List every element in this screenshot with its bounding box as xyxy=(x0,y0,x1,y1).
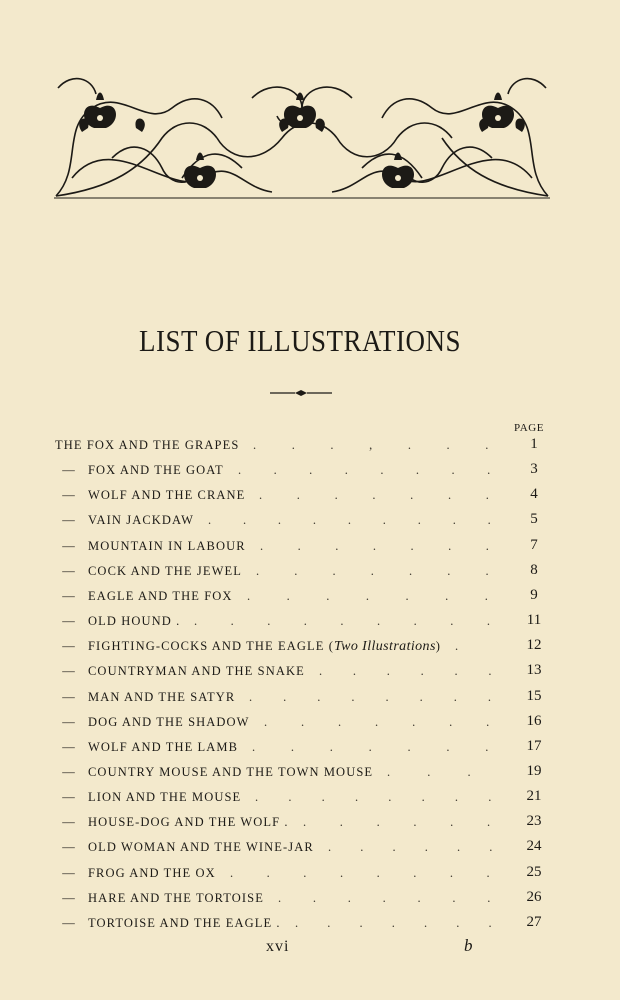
illustration-title-text: FIGHTING-COCKS AND THE EAGLE ( xyxy=(88,639,334,654)
signature-mark: b xyxy=(464,936,473,955)
illustration-title xyxy=(88,639,441,655)
illustration-title: WOLF AND THE CRANE xyxy=(88,488,246,503)
leader-dots: . . . . . . xyxy=(303,815,506,830)
leader-dots: . . . . . . . xyxy=(278,890,505,905)
leader-dots: . . . . . . . . xyxy=(249,689,505,704)
leader-dots: . . . . . . . . . xyxy=(194,614,506,629)
page-reference: 19 xyxy=(526,762,542,779)
illustration-title: EAGLE AND THE FOX xyxy=(88,588,233,603)
page-reference: 9 xyxy=(530,586,538,603)
list-item xyxy=(0,585,620,607)
page-reference: 24 xyxy=(526,838,542,855)
leader-dots: . . . . . . . xyxy=(295,915,505,930)
leader-dots: . . . . . . . xyxy=(259,488,505,503)
page-reference: 25 xyxy=(526,863,542,880)
page-reference: 11 xyxy=(526,612,542,629)
dash-diamond-dash-icon xyxy=(270,386,332,398)
page-reference: 3 xyxy=(530,461,538,478)
page-reference: 12 xyxy=(526,637,542,654)
leader-dots: . . . . . . xyxy=(319,664,506,679)
list-item xyxy=(0,711,620,733)
leader-dots: . . . . . . . . xyxy=(230,865,505,880)
leader-dots: . . . . . . . xyxy=(256,563,505,578)
illustration-title: OLD HOUND . xyxy=(88,614,181,629)
leader-dots: . . . . . . . . xyxy=(238,463,505,478)
page-reference: 15 xyxy=(526,687,542,704)
illustration-title: FOX AND THE GOAT xyxy=(88,463,224,478)
list-item xyxy=(0,509,620,531)
ditto-dash: — xyxy=(62,865,76,880)
page-column-header: PAGE xyxy=(514,422,545,434)
ditto-dash: — xyxy=(62,614,76,629)
page-reference: 21 xyxy=(526,788,542,805)
illustration-title: MOUNTAIN IN LABOUR xyxy=(88,538,246,553)
page-number: xvi xyxy=(266,938,290,955)
page-reference: 17 xyxy=(526,737,542,754)
ditto-dash: — xyxy=(62,588,76,603)
list-item xyxy=(0,761,620,783)
leader-dots: . . . xyxy=(387,764,488,779)
illustration-note: Two Illustrations xyxy=(333,639,436,655)
page-reference: 27 xyxy=(526,913,542,930)
floral-tulip-band-icon xyxy=(52,68,552,204)
ditto-dash: — xyxy=(62,890,76,905)
page-reference: 5 xyxy=(530,511,538,528)
list-item xyxy=(0,459,620,481)
illustration-title: FROG AND THE OX xyxy=(88,865,216,880)
illustration-title: OLD WOMAN AND THE WINE-JAR xyxy=(88,840,314,855)
ditto-dash: — xyxy=(62,714,76,729)
list-item xyxy=(0,887,620,909)
leader-dots: . . . . . . xyxy=(328,840,506,855)
illustration-title: VAIN JACKDAW xyxy=(88,513,195,528)
list-item xyxy=(0,836,620,858)
ditto-dash: — xyxy=(62,538,76,553)
page-title: LIST OF ILLUSTRATIONS xyxy=(138,324,461,358)
list-item xyxy=(0,811,620,833)
leader-dots: . . . . . . . xyxy=(252,739,505,754)
ditto-dash: — xyxy=(62,463,76,478)
page-reference: 8 xyxy=(530,561,538,578)
list-item xyxy=(0,535,620,557)
list-item xyxy=(0,862,620,884)
list-item xyxy=(0,686,620,708)
illustration-title: WOLF AND THE LAMB xyxy=(88,739,239,754)
leader-dots: . . . . . . . . xyxy=(255,790,505,805)
ditto-dash: — xyxy=(62,764,76,779)
ditto-dash: — xyxy=(62,689,76,704)
ditto-dash: — xyxy=(62,790,76,805)
list-item xyxy=(0,610,620,632)
list-item xyxy=(0,660,620,682)
illustration-title: COUNTRYMAN AND THE SNAKE xyxy=(88,664,305,679)
illustration-title: TORTOISE AND THE EAGLE . xyxy=(88,915,281,930)
list-item xyxy=(0,635,620,657)
ditto-dash: — xyxy=(62,664,76,679)
page-reference: 23 xyxy=(526,813,542,830)
leader-dots: . . . . . . . xyxy=(247,588,505,603)
illustration-title-tail: ) xyxy=(435,639,442,654)
list-item xyxy=(0,736,620,758)
illustration-title: THE FOX AND THE GRAPES xyxy=(55,438,240,452)
leader-dots: . . . . . . . xyxy=(260,538,505,553)
ditto-dash: — xyxy=(62,563,76,578)
ditto-dash: — xyxy=(62,639,76,654)
illustration-title: HARE AND THE TORTOISE xyxy=(88,890,264,905)
page-reference: 16 xyxy=(526,712,542,729)
page-reference: 4 xyxy=(530,486,538,503)
illustration-title: DOG AND THE SHADOW xyxy=(88,714,250,729)
leader-dots: . . . . . . . . . xyxy=(208,513,506,528)
list-item xyxy=(0,560,620,582)
illustration-title: MAN AND THE SATYR xyxy=(88,689,236,704)
list-item xyxy=(0,434,620,456)
page-reference: 13 xyxy=(526,662,542,679)
leader-dots: . . . . . . . xyxy=(264,714,505,729)
illustration-title: LION AND THE MOUSE xyxy=(88,790,242,805)
leader-dots: . . . , . . . xyxy=(253,438,505,452)
ditto-dash: — xyxy=(62,815,76,830)
leader-dots: . xyxy=(455,639,476,654)
ditto-dash: — xyxy=(62,739,76,754)
ditto-dash: — xyxy=(62,513,76,528)
illustration-title: COUNTRY MOUSE AND THE TOWN MOUSE xyxy=(88,764,374,779)
illustration-title: COCK AND THE JEWEL xyxy=(88,563,242,578)
ditto-dash: — xyxy=(62,488,76,503)
ditto-dash: — xyxy=(62,915,76,930)
ditto-dash: — xyxy=(62,840,76,855)
page-reference: 26 xyxy=(526,888,542,905)
list-item xyxy=(0,484,620,506)
page-reference: 7 xyxy=(530,536,538,553)
illustration-title: HOUSE-DOG AND THE WOLF . xyxy=(88,815,289,830)
list-item xyxy=(0,786,620,808)
list-item xyxy=(0,912,620,934)
page-reference: 1 xyxy=(530,436,538,452)
